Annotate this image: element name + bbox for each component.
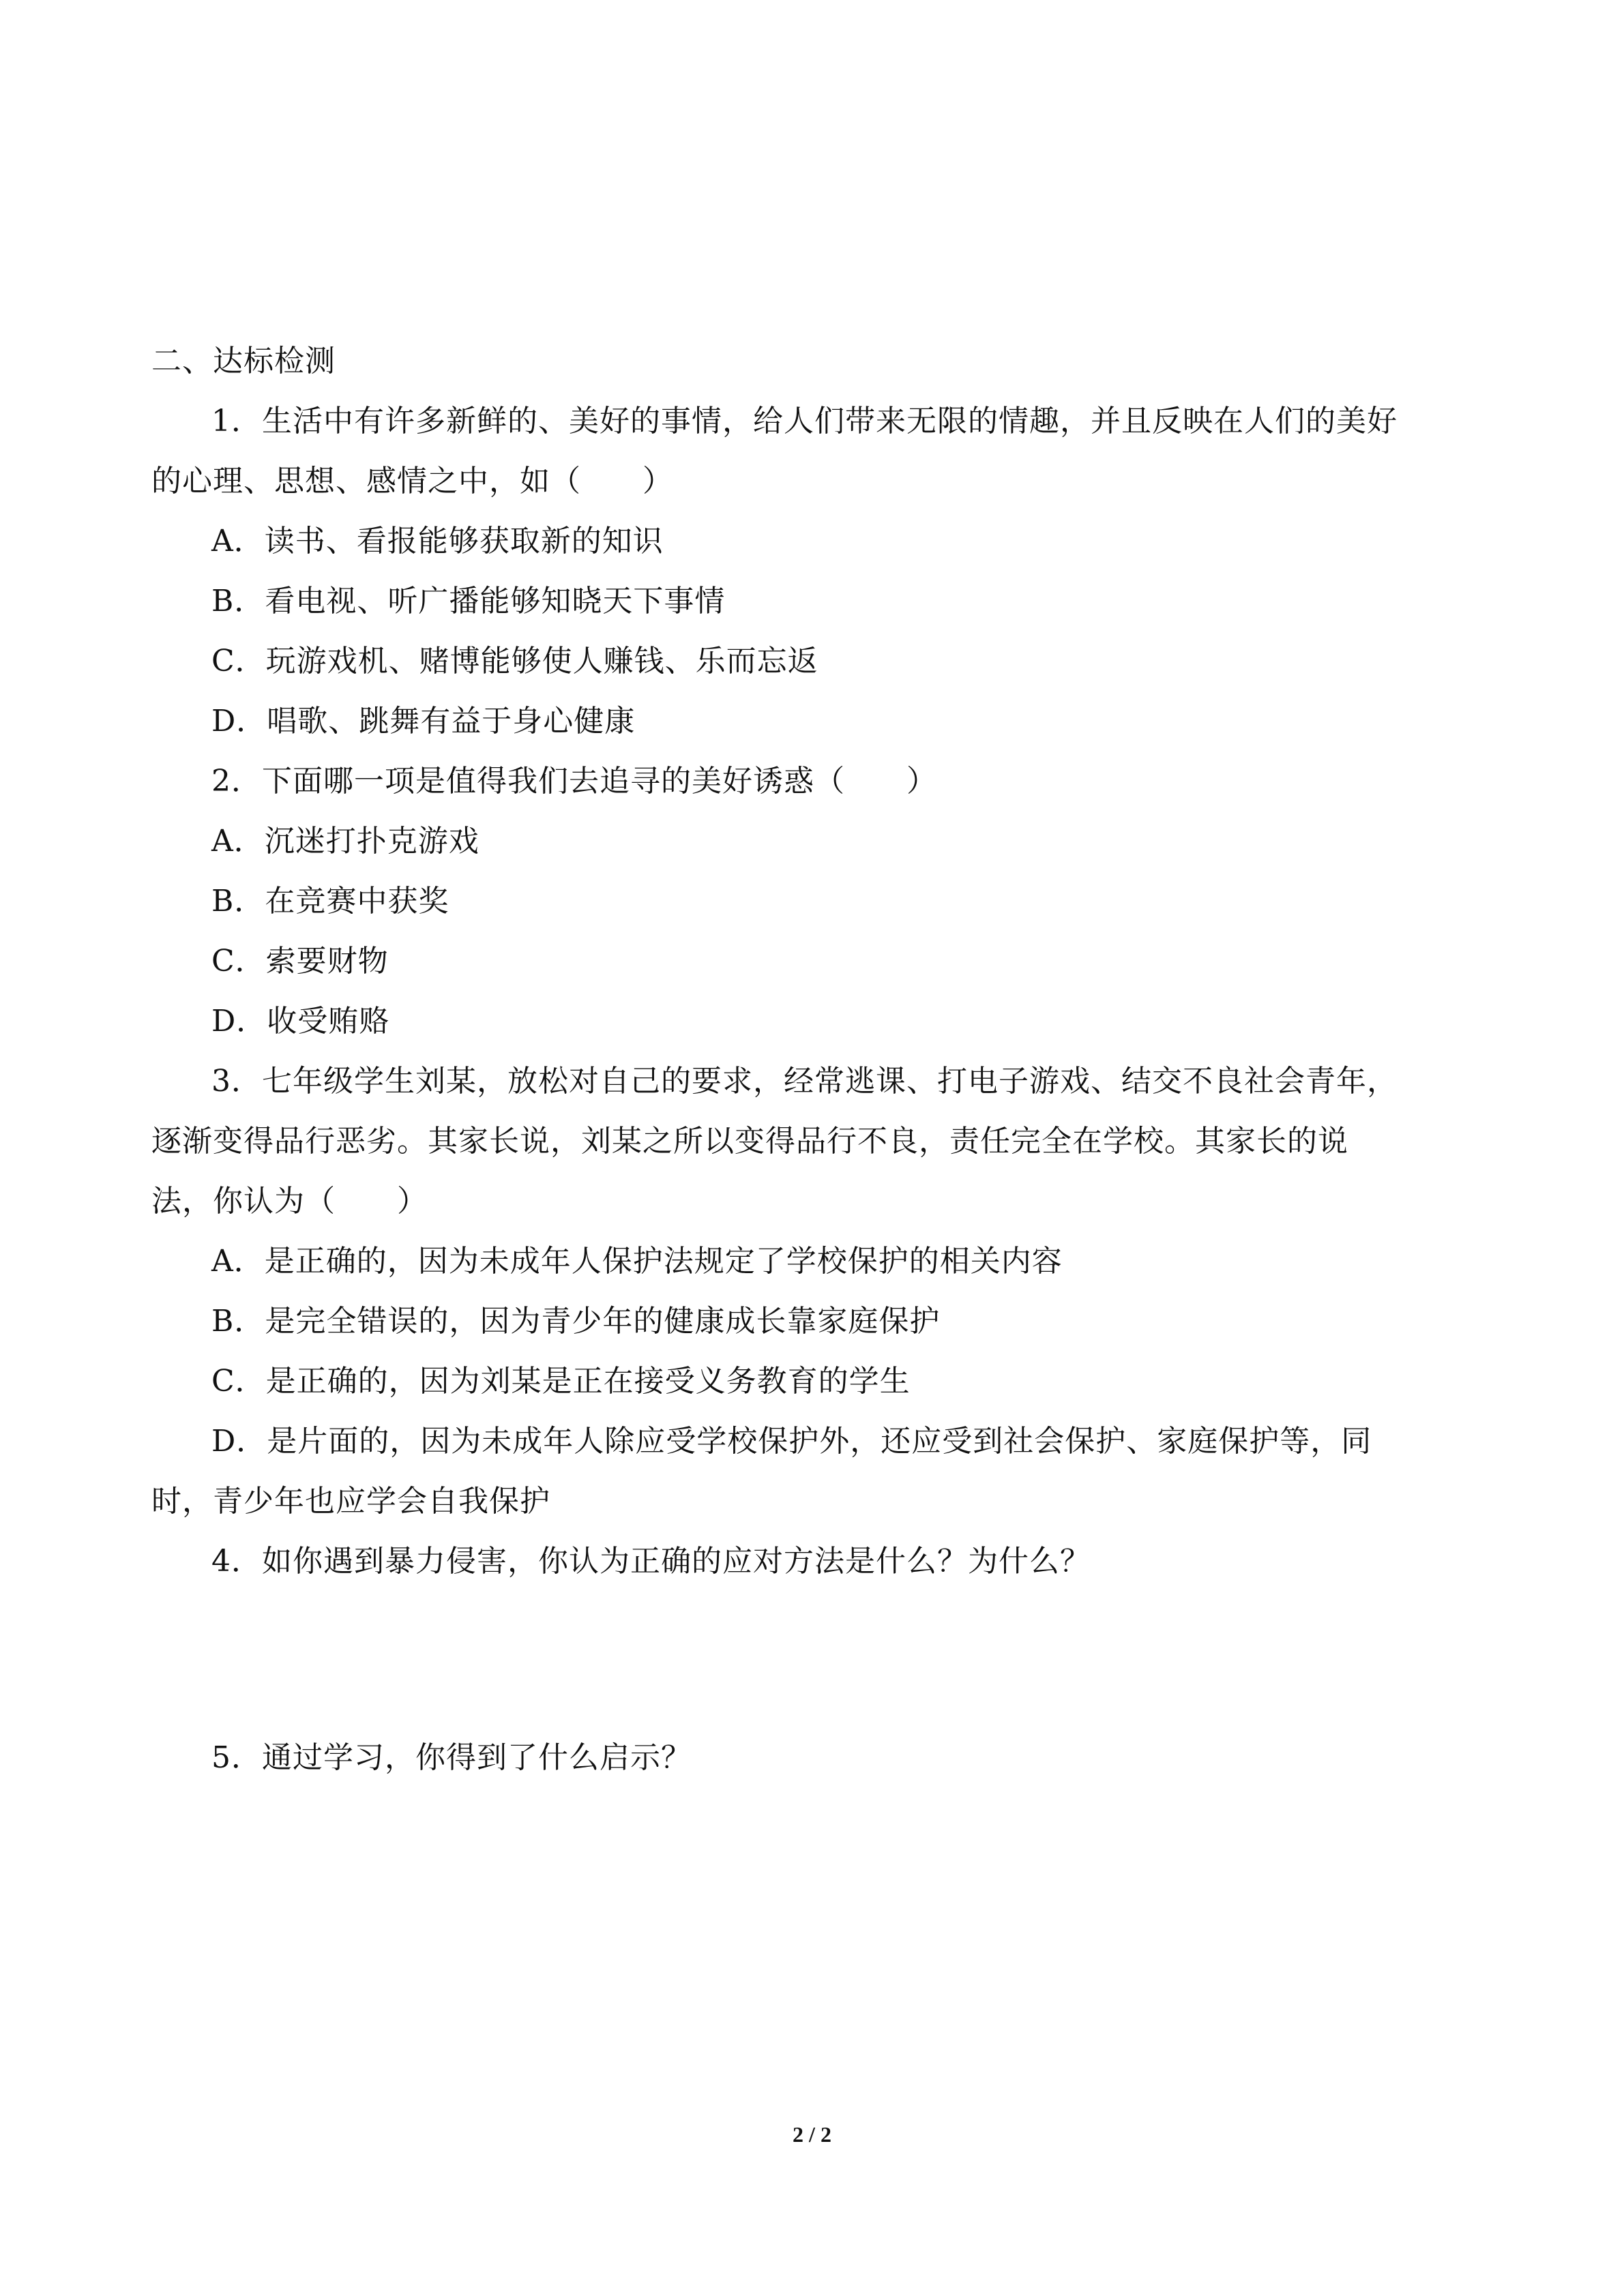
exercise-content (151, 331, 1488, 1788)
question-1-stem-line-2: 的心理、思想、感情之中，如（ ） (151, 464, 673, 498)
section-title: 二、达标检测 (151, 344, 336, 378)
question-1-option-c: C．玩游戏机、赌博能够使人赚钱、乐而忘返 (211, 644, 818, 679)
question-1 (151, 391, 1488, 751)
question-3-option-d-line-1: D．是片面的，因为未成年人除应受学校保护外，还应受到社会保护、家庭保护等，同 (211, 1424, 1372, 1459)
question-2 (151, 751, 1488, 1052)
question-1-option-a: A．读书、看报能够获取新的知识 (211, 524, 664, 558)
question-1-stem-line-1: 1．生活中有许多新鲜的、美好的事情，给人们带来无限的情趣，并且反映在人们的美好 (211, 404, 1398, 438)
question-3 (151, 1052, 1488, 1532)
question-2-option-d: D．收受贿赂 (211, 1004, 390, 1039)
question-1-option-d: D．唱歌、跳舞有益于身心健康 (211, 704, 636, 739)
page-number: 2 / 2 (793, 2122, 831, 2147)
question-5 (151, 1728, 1488, 1788)
question-3-stem-line-2: 逐渐变得品行恶劣。其家长说，刘某之所以变得品行不良，责任完全在学校。其家长的说 (151, 1124, 1348, 1159)
question-3-stem-line-3: 法，你认为（ ） (151, 1184, 428, 1219)
question-2-stem-line-1: 2．下面哪一项是值得我们去追寻的美好诱惑（ ） (211, 764, 937, 799)
question-4-stem: 4．如你遇到暴力侵害，你认为正确的应对方法是什么？为什么？ (211, 1544, 1091, 1579)
question-2-option-a: A．沉迷打扑克游戏 (211, 824, 479, 859)
question-3-stem-line-1: 3．七年级学生刘某，放松对自己的要求，经常逃课、打电子游戏、结交不良社会青年， (211, 1064, 1398, 1099)
question-2-option-c: C．索要财物 (211, 944, 389, 979)
question-1-option-b: B．看电视、听广播能够知晓天下事情 (211, 584, 726, 618)
question-3-option-a: A．是正确的，因为未成年人保护法规定了学校保护的相关内容 (211, 1244, 1063, 1279)
question-5-stem: 5．通过学习，你得到了什么启示？ (211, 1740, 692, 1775)
question-3-option-b: B．是完全错误的，因为青少年的健康成长靠家庭保护 (211, 1304, 941, 1339)
question-2-option-b: B．在竞赛中获奖 (211, 884, 449, 919)
answer-space-question-4 (151, 1592, 1488, 1728)
question-4 (151, 1532, 1488, 1592)
question-3-option-c: C．是正确的，因为刘某是正在接受义务教育的学生 (211, 1364, 911, 1399)
question-3-option-d-line-2: 时，青少年也应学会自我保护 (151, 1484, 550, 1519)
